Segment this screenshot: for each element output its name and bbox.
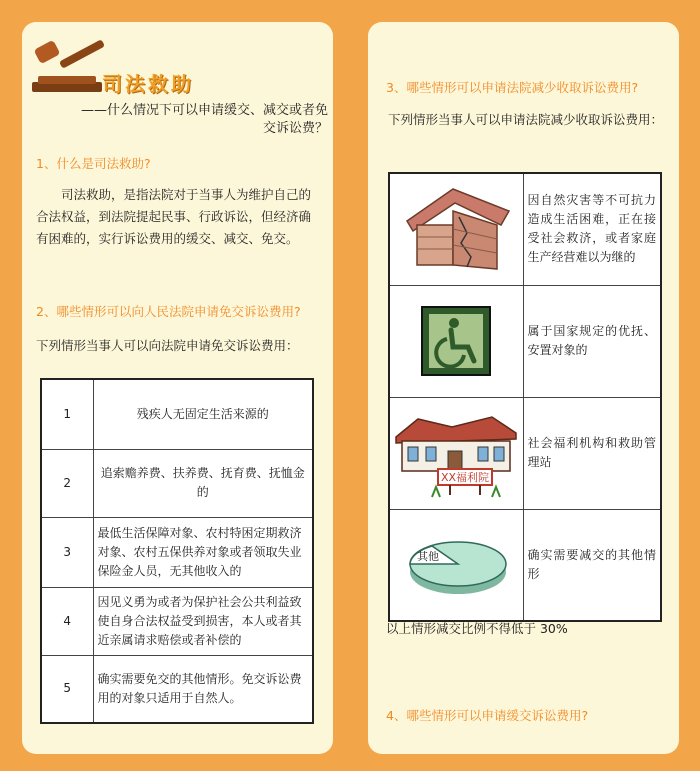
row-number: 4 bbox=[41, 587, 93, 655]
pie-chart-icon bbox=[400, 526, 512, 604]
table-row bbox=[41, 379, 313, 449]
brand-title: 司法救助 bbox=[102, 72, 194, 96]
row-number: 1 bbox=[41, 379, 93, 449]
q2-intro: 下列情形当事人可以向法院申请免交诉讼费用： bbox=[36, 338, 299, 353]
row-text: 追索赡养费、扶养费、抚育费、抚恤金的 bbox=[93, 449, 313, 517]
q1-heading: 1、什么是司法救助? bbox=[36, 156, 151, 171]
table-row bbox=[389, 509, 661, 621]
exemption-table bbox=[40, 378, 314, 724]
welfare-sign: XX福利院 bbox=[441, 471, 490, 484]
q3-intro: 下列情形当事人可以申请法院减少收取诉讼费用： bbox=[388, 112, 664, 127]
row-number: 2 bbox=[41, 449, 93, 517]
row-text: 社会福利机构和救助管理站 bbox=[523, 397, 661, 509]
row-text: 确实需要减交的其他情形 bbox=[523, 509, 661, 621]
row-text: 确实需要免交的其他情形。免交诉讼费用的对象只适用于自然人。 bbox=[93, 655, 313, 723]
left-panel bbox=[22, 22, 333, 754]
pie-label: 其他 bbox=[417, 549, 440, 563]
table-row bbox=[389, 173, 661, 285]
welfare-building-icon bbox=[392, 407, 520, 499]
gavel-icon bbox=[28, 36, 110, 102]
collapsed-house-icon bbox=[397, 181, 515, 277]
table-row bbox=[41, 449, 313, 517]
row-text: 属于国家规定的优抚、安置对象的 bbox=[523, 285, 661, 397]
right-panel bbox=[368, 22, 679, 754]
table-row bbox=[41, 517, 313, 587]
subtitle: ——什么情况下可以申请缓交、减交或者免交诉讼费？ bbox=[80, 103, 328, 136]
row-text: 因见义勇为或者为保护社会公共利益致使自身合法权益受到损害，本人或者其近亲属请求赔偿或者补偿的 bbox=[93, 587, 313, 655]
q4-heading: 4、哪些情形可以申请缓交诉讼费用? bbox=[386, 708, 589, 723]
q1-body: 司法救助，是指法院对于当事人为维护自己的合法权益，到法院提起民事、行政诉讼，但经济确有困难的，实行诉讼费用的缓交、减交、免交。 bbox=[36, 187, 312, 246]
q3-heading: 3、哪些情形可以申请法院减少收取诉讼费用? bbox=[386, 80, 639, 95]
reduction-note: 以上情形减交比例不得低于 30% bbox=[386, 621, 568, 636]
row-text: 因自然灾害等不可抗力造成生活困难，正在接受社会救济，或者家庭生产经营难以为继的 bbox=[523, 173, 661, 285]
table-row bbox=[389, 397, 661, 509]
row-number: 5 bbox=[41, 655, 93, 723]
table-row bbox=[41, 655, 313, 723]
table-row bbox=[41, 587, 313, 655]
row-number: 3 bbox=[41, 517, 93, 587]
q2-heading: 2、哪些情形可以向人民法院申请免交诉讼费用? bbox=[36, 304, 301, 319]
row-text: 最低生活保障对象、农村特困定期救济对象、农村五保供养对象或者领取失业保险金人员，无其他收入的 bbox=[93, 517, 313, 587]
row-text: 残疾人无固定生活来源的 bbox=[93, 379, 313, 449]
reduction-table bbox=[388, 172, 662, 622]
table-row bbox=[389, 285, 661, 397]
wheelchair-icon bbox=[420, 305, 492, 377]
